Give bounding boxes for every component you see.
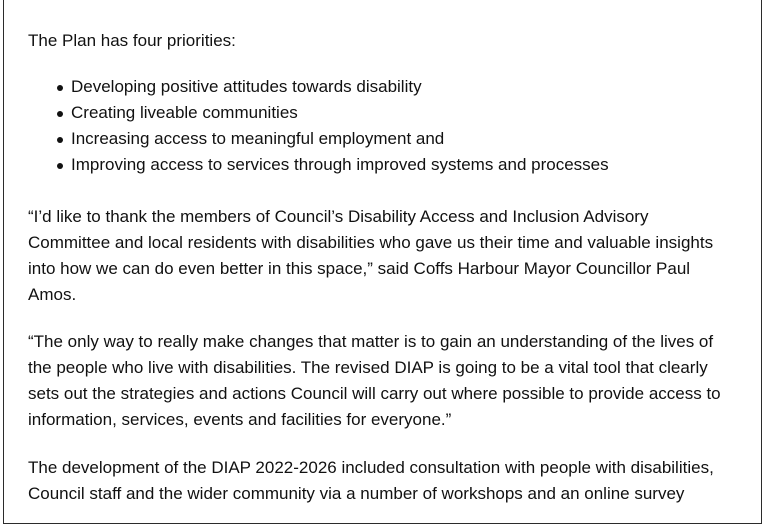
- list-item: Creating liveable communities: [28, 100, 609, 126]
- diap-quote-paragraph: “The only way to really make changes that matter is to gain an understanding of the lives of the people who live with disabilities. The revised DIAP is going to be a vital tool that clearly sets out the strategies and actions Council will carry out where possible to provide access to information, services, events and facilities for everyone.”: [28, 332, 721, 429]
- bullet-icon: [57, 163, 63, 169]
- list-item: Improving access to services through improved systems and processes: [28, 152, 609, 178]
- bullet-icon: [57, 85, 63, 91]
- list-item: Increasing access to meaningful employment and: [28, 126, 609, 152]
- list-item: Developing positive attitudes towards disability: [28, 74, 609, 100]
- development-paragraph: The development of the DIAP 2022-2026 included consultation with people with disabilities, Council staff and the wider community via a number of workshops and an online survey: [28, 458, 714, 503]
- cut-off-line: [28, 0, 441, 4]
- mayor-quote-paragraph: “I’d like to thank the members of Council’s Disability Access and Inclusion Advisory Committee and local residents with disabilities who gave us their time and valuable insights into how we can do even better in this space,” said Coffs Harbour Mayor Councillor Paul Amos.: [28, 207, 714, 304]
- bullet-icon: [57, 137, 63, 143]
- bullet-icon: [57, 111, 63, 117]
- priorities-intro: [28, 28, 236, 54]
- priorities-list: [28, 74, 609, 178]
- intro-text: The Plan has four priorities:: [28, 31, 236, 50]
